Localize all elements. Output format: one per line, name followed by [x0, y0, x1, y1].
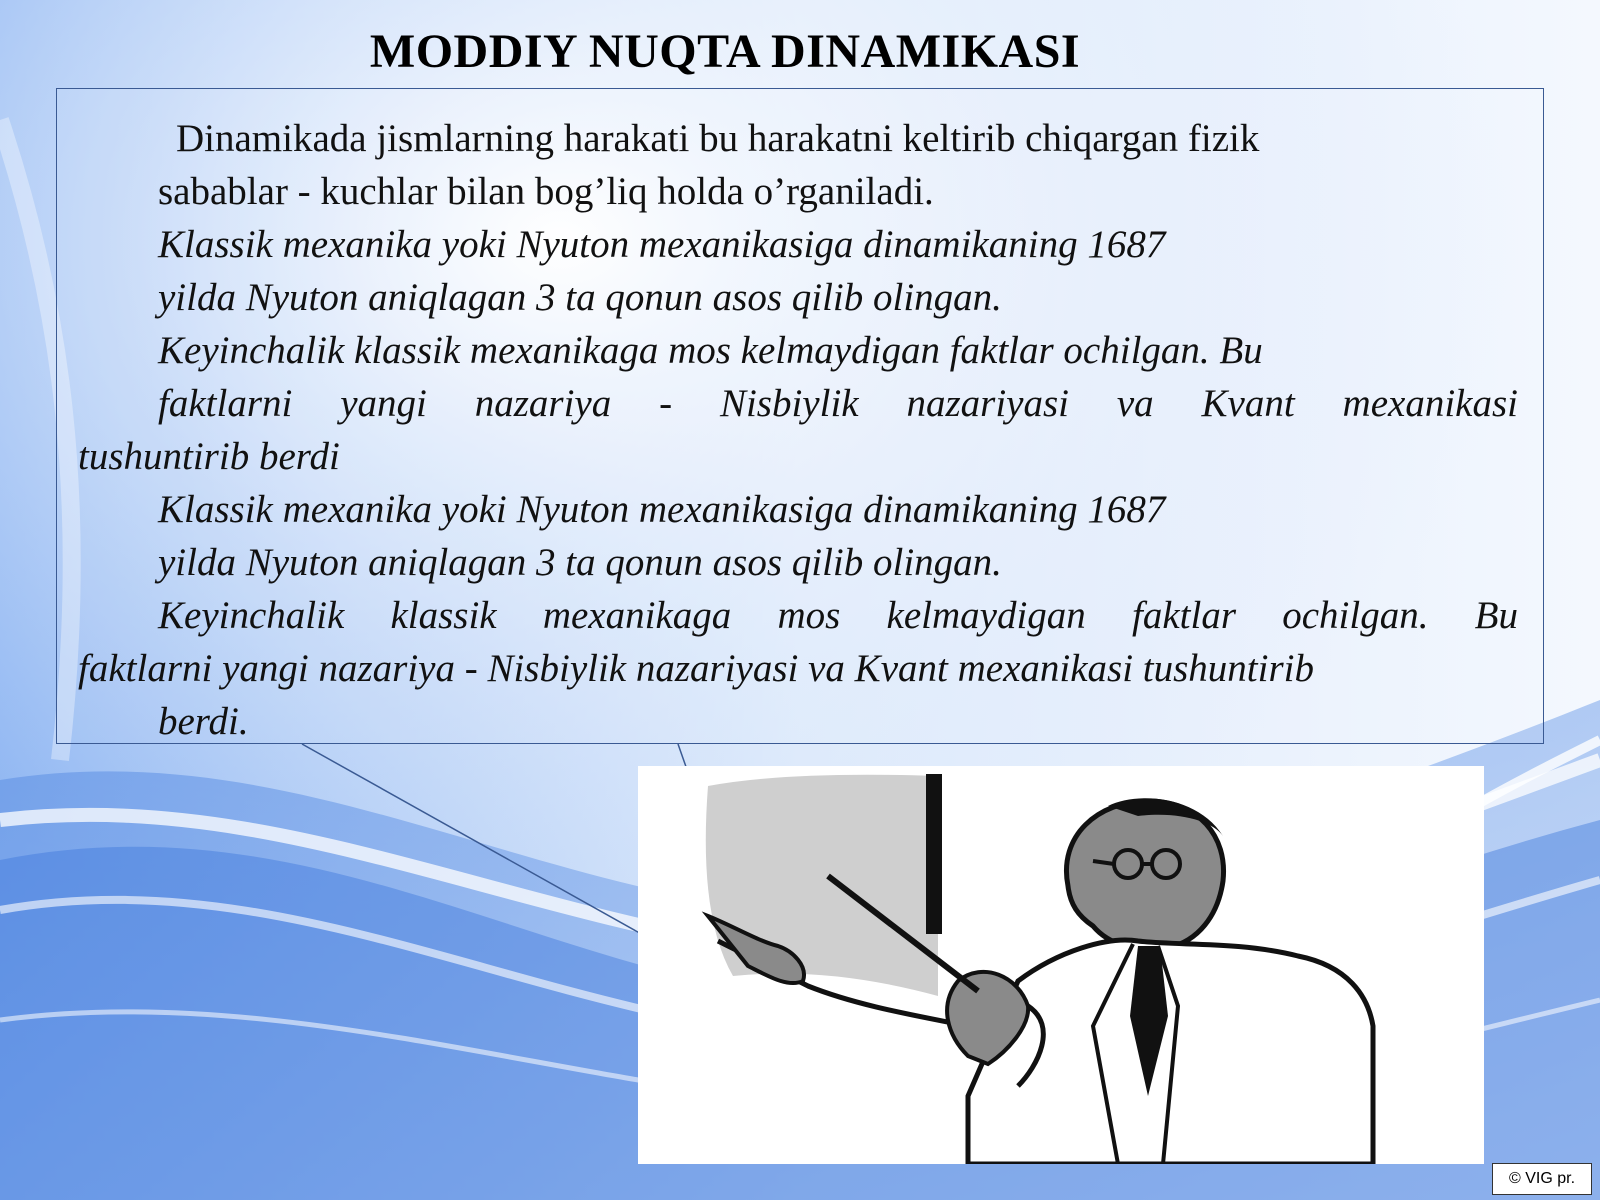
text-line-10: Keyinchalik klassik mexanikaga mos kelmaydigan faktlar ochilgan. Bu — [158, 594, 1518, 637]
text-line-3: Klassik mexanika yoki Nyuton mexanikasiga dinamikaning 1687 — [158, 223, 1166, 266]
text-line-2: sabablar - kuchlar bilan bog’liq holda o’rganiladi. — [158, 170, 934, 213]
text-line-7: tushuntirib berdi — [78, 435, 340, 478]
text-line-8: Klassik mexanika yoki Nyuton mexanikasiga dinamikaning 1687 — [158, 488, 1166, 531]
copyright-label: © VIG pr. — [1492, 1163, 1592, 1195]
text-line-1: Dinamikada jismlarning harakati bu harakatni keltirib chiqargan fizik — [176, 117, 1260, 160]
text-line-6: faktlarni yangi nazariya - Nisbiylik nazariyasi va Kvant mexanikasi — [158, 382, 1518, 425]
text-line-12: berdi. — [158, 700, 249, 743]
text-line-9: yilda Nyuton aniqlagan 3 ta qonun asos qilib olingan. — [158, 541, 1002, 584]
text-line-5: Keyinchalik klassik mexanikaga mos kelmaydigan faktlar ochilgan. Bu — [158, 329, 1263, 372]
teacher-with-pointer-icon — [638, 766, 1484, 1164]
text-line-11: faktlarni yangi nazariya - Nisbiylik nazariyasi va Kvant mexanikasi tushuntirib — [78, 647, 1314, 690]
text-line-4: yilda Nyuton aniqlagan 3 ta qonun asos qilib olingan. — [158, 276, 1002, 319]
slide-title: MODDIY NUQTA DINAMIKASI — [369, 25, 1081, 78]
body-text — [78, 112, 1518, 748]
